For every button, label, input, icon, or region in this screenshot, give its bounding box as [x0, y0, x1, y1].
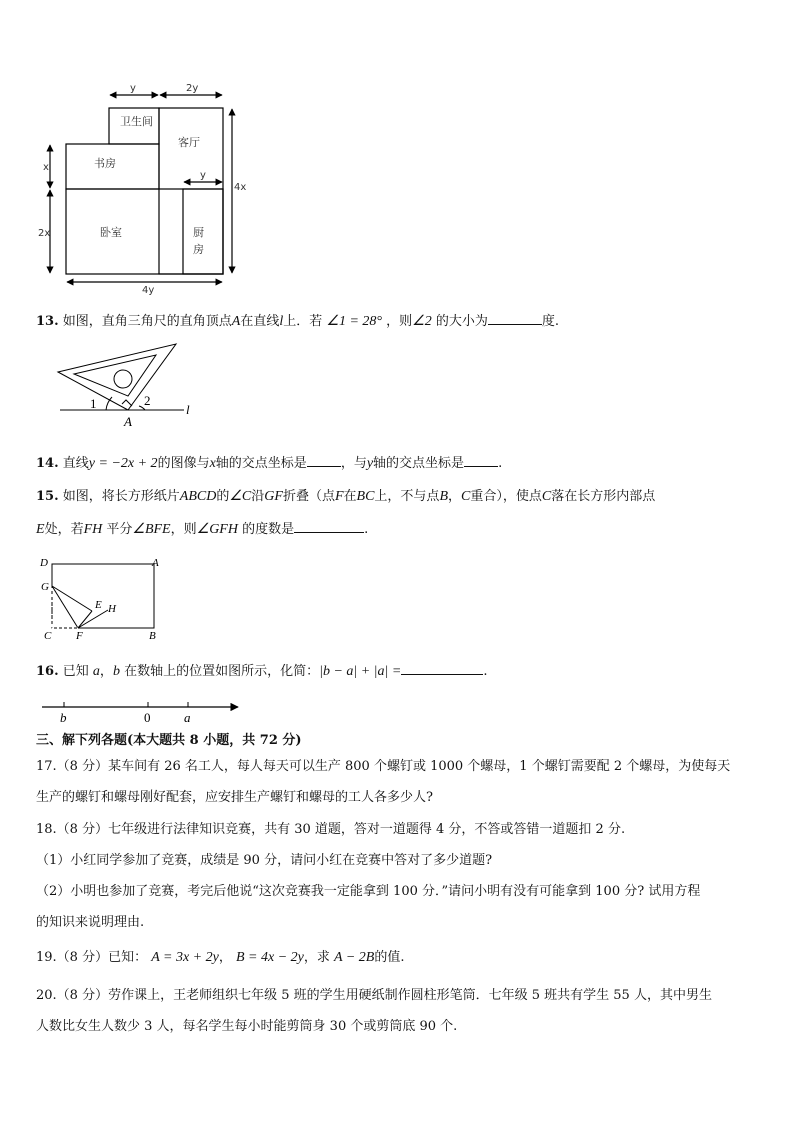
q14-var-y: y [366, 456, 374, 471]
q15-text-2c: ，则 [170, 522, 197, 537]
q13-var-l: l [279, 314, 284, 329]
q15-text-2e: . [364, 522, 369, 537]
q13-angle1: ∠1 = 28° [326, 314, 383, 329]
q15-b: B [439, 489, 448, 504]
q15-fig-E: E [95, 599, 102, 611]
q14-number: 14. [36, 456, 59, 471]
bathroom-label: 卫生间 [120, 115, 153, 128]
q15-text-2b: 平分 [106, 522, 133, 537]
q14-text-d: ，与 [340, 456, 367, 471]
q15-fig-H: H [108, 603, 116, 615]
dim-bottom-4y: 4y [142, 285, 155, 296]
q14-text-b: 的图像与 [157, 456, 210, 471]
q15-text-1b: 的 [216, 489, 230, 504]
q19-math-A: A = 3x + 2y [151, 950, 219, 965]
q13-number: 13. [36, 314, 59, 329]
q16-text-c: 在数轴上的位置如图所示，化简： [124, 664, 320, 679]
q14-blank-1[interactable] [307, 452, 341, 467]
dim-top-2y: 2y [186, 83, 199, 94]
living-room [159, 108, 223, 274]
q13-text-d: ，则 [386, 314, 413, 329]
q13-fig-label-1: 1 [90, 396, 97, 411]
question-18-line-1: 18.（8 分）七年级进行法律知识竞赛，共有 30 道题，答对一道题得 4 分，不答或答错一道题扣 2 分. [36, 822, 626, 837]
q15-angle-c: ∠C [229, 489, 252, 504]
q14-text-a: 直线 [62, 456, 89, 471]
question-18-line-3: （2）小明也参加了竞赛，考完后他说“这次竞赛我一定能拿到 100 分．”请问小明有没有可能拿到 100 分? 试用方程 [36, 884, 701, 899]
q15-abcd: ABCD [179, 489, 217, 504]
study-label: 书房 [94, 157, 116, 170]
q15-fig-G: G [41, 581, 49, 593]
question-14 [36, 452, 502, 474]
question-20-line-2: 人数比女生人数少 3 人，每名学生每小时能剪筒身 30 个或剪筒底 90 个. [36, 1019, 458, 1034]
dim-right-4x: 4x [234, 182, 247, 193]
q19-text-c: ，求 [303, 950, 330, 965]
q15-fig-B: B [149, 630, 156, 642]
q19-math-B: B = 4x − 2y [236, 950, 304, 965]
q15-text-1d: 折叠（点 [282, 489, 335, 504]
q13-text-a: 如图，直角三角尺的直角顶点 [62, 314, 232, 329]
q16-text-b: ， [99, 664, 113, 679]
q15-bc: BC [356, 489, 375, 504]
floorplan-figure [30, 78, 260, 298]
q19-expression: A − 2B [334, 950, 375, 965]
q15-fig-D: D [40, 557, 48, 569]
q14-text-f: . [498, 456, 503, 471]
q16-axis-a: a [184, 710, 191, 725]
q16-var-b: b [112, 664, 120, 679]
q16-number: 16. [36, 664, 59, 679]
question-18-line-2: （1）小红同学参加了竞赛，成绩是 90 分，请问小红在竞赛中答对了多少道题? [36, 853, 493, 868]
dim-top-y: y [130, 83, 136, 94]
q15-answer-blank[interactable] [294, 518, 364, 533]
q15-text-1h: 重合），使点 [470, 489, 542, 504]
q13-angle2: ∠2 [412, 314, 432, 329]
q13-var-A: A [231, 314, 241, 329]
q15-angle-gfh: ∠GFH [196, 522, 238, 537]
q14-equation: y = −2x + 2 [88, 456, 158, 471]
dim-kitchen-y: y [200, 170, 206, 181]
question-18-line-4: 的知识来说明理由. [36, 915, 145, 930]
q16-expression: |b − a| + |a| = [319, 664, 402, 679]
q16-number-line [38, 696, 248, 726]
q14-blank-2[interactable] [464, 452, 498, 467]
living-label: 客厅 [178, 136, 200, 149]
q15-text-2d: 的度数是 [242, 522, 295, 537]
q16-var-a: a [92, 664, 100, 679]
q13-fig-label-l: l [186, 402, 190, 417]
q13-answer-blank[interactable] [488, 310, 542, 325]
q15-text-1a: 如图，将长方形纸片 [62, 489, 180, 504]
question-15-line-1 [36, 487, 655, 507]
kitchen-label-2: 房 [193, 243, 204, 256]
question-19 [36, 948, 404, 968]
q16-axis-b: b [60, 710, 67, 725]
q15-fig-F: F [76, 630, 83, 642]
bedroom-label: 卧室 [100, 226, 122, 239]
q13-text-c: 上．若 [283, 314, 323, 329]
q15-number: 15. [36, 489, 59, 504]
q19-text-b: ， [218, 950, 232, 965]
q15-gf: GF [264, 489, 283, 504]
q13-text-b: 在直线 [240, 314, 280, 329]
q15-fig-A: A [152, 557, 159, 569]
q13-text-e: 的大小为 [435, 314, 488, 329]
q16-text-a: 已知 [62, 664, 89, 679]
q16-axis-zero: 0 [144, 710, 151, 725]
q15-angle-bfe: ∠BFE [132, 522, 171, 537]
question-13 [36, 310, 559, 332]
q16-answer-blank[interactable] [401, 660, 483, 675]
q15-text-1i: 落在长方形内部点 [551, 489, 656, 504]
q19-text-d: 的值. [374, 950, 405, 965]
q19-text-a: 19.（8 分）已知： [36, 950, 148, 965]
q16-text-d: . [483, 664, 488, 679]
q15-text-1f: 上，不与点 [374, 489, 440, 504]
kitchen-label-1: 厨 [193, 226, 204, 239]
q15-f: F [334, 489, 344, 504]
q13-text-f: 度. [541, 314, 560, 329]
q15-text-1e: 在 [343, 489, 357, 504]
q14-text-c: 轴的交点坐标是 [215, 456, 307, 471]
question-16 [36, 660, 487, 682]
q15-text-2a: 处，若 [44, 522, 84, 537]
dim-left-x: x [43, 162, 49, 173]
question-20-line-1: 20.（8 分）劳作课上，王老师组织七年级 5 班的学生用硬纸制作圆柱形笔筒．七年级 5 班共有学生 55 人，其中男生 [36, 988, 712, 1003]
q15-rectangle-figure [38, 556, 168, 644]
q15-text-1c: 沿 [251, 489, 265, 504]
q14-var-x: x [209, 456, 216, 471]
q13-fig-label-A: A [124, 414, 132, 429]
q15-e: E [36, 522, 45, 537]
q15-fh: FH [83, 522, 103, 537]
dim-left-2x: 2x [38, 228, 51, 239]
q13-fig-label-2: 2 [144, 393, 151, 408]
question-17-line-2: 生产的螺钉和螺母刚好配套，应安排生产螺钉和螺母的工人各多少人? [36, 790, 433, 805]
q15-text-1g: ， [448, 489, 462, 504]
q13-triangle-figure [56, 340, 206, 430]
q15-c2: C [461, 489, 471, 504]
question-17-line-1: 17.（8 分）某车间有 26 名工人，每人每天可以生产 800 个螺钉或 1000 个螺母，1 个螺钉需要配 2 个螺母，为使每天 [36, 759, 731, 774]
question-15-line-2 [36, 518, 368, 540]
q14-text-e: 轴的交点坐标是 [373, 456, 465, 471]
section-3-heading: 三、解下列各题(本大题共 8 小题，共 72 分) [36, 733, 302, 748]
q15-c3: C [541, 489, 552, 504]
q15-fig-C: C [44, 630, 52, 642]
